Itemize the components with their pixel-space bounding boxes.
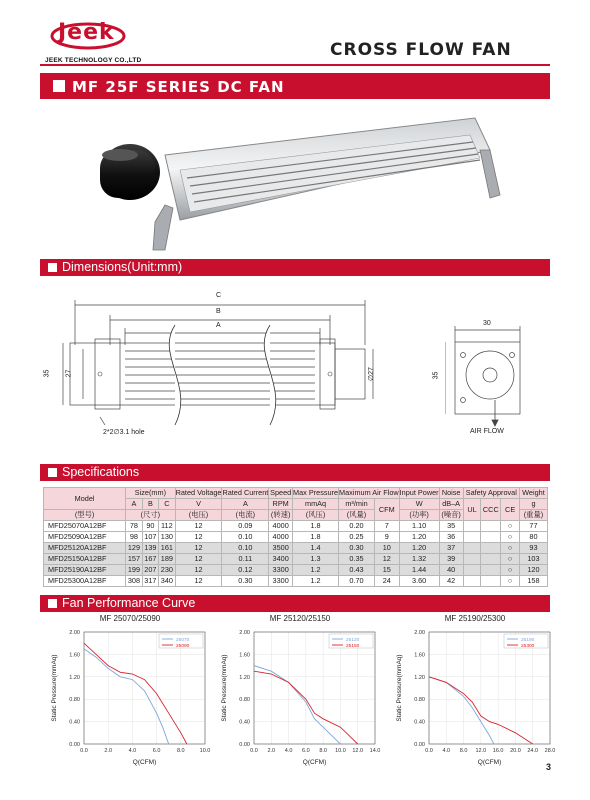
hole-note: 2*2∅3.1 hole xyxy=(103,429,145,436)
company-name: JEEK TECHNOLOGY CO.,LTD xyxy=(45,57,142,64)
y-axis-label: Static Pressure(mmAq) xyxy=(396,654,403,722)
table-cell: 1.3 xyxy=(293,554,339,565)
table-cell: 189 xyxy=(159,554,175,565)
current-cn: (电流) xyxy=(222,510,269,521)
col-voltage: Rated Voltage xyxy=(175,488,222,497)
table-cell: 12 xyxy=(175,521,222,532)
table-cell xyxy=(463,554,481,565)
y-tick-label: 0.40 xyxy=(69,719,80,726)
col-ul: UL xyxy=(463,499,481,521)
col-speed: Speed xyxy=(270,488,292,497)
table-cell xyxy=(481,521,501,532)
unit-voltage: V xyxy=(175,499,222,510)
table-cell: ○ xyxy=(501,521,520,532)
dim-label-27: 27 xyxy=(65,369,73,378)
x-tick-label: 8.0 xyxy=(176,748,185,754)
airflow-cn: (风量) xyxy=(339,510,375,521)
x-tick-label: 2.0 xyxy=(267,748,276,754)
chart-title: MF 25070/25090 xyxy=(99,614,161,623)
series-square-icon xyxy=(53,80,65,92)
table-cell: 36 xyxy=(439,532,463,543)
table-cell: 98 xyxy=(126,532,142,543)
table-cell: 12 xyxy=(175,576,222,587)
table-cell: 4000 xyxy=(269,521,293,532)
table-cell: 103 xyxy=(519,554,547,565)
table-cell: 35 xyxy=(439,521,463,532)
table-cell: 3300 xyxy=(269,565,293,576)
table-cell: 93 xyxy=(519,543,547,554)
table-cell xyxy=(463,532,481,543)
unit-power: W xyxy=(399,499,439,510)
chart-title: MF 25190/25300 xyxy=(444,614,506,623)
spec-table xyxy=(43,487,548,587)
y-tick-label: 1.60 xyxy=(239,652,250,659)
table-cell: 1.4 xyxy=(293,543,339,554)
table-cell: 199 xyxy=(126,565,142,576)
table-cell: 1.8 xyxy=(293,532,339,543)
x-tick-label: 0.0 xyxy=(250,748,258,754)
table-cell xyxy=(463,565,481,576)
series-line-25090 xyxy=(84,643,187,744)
table-cell: 1.32 xyxy=(399,554,439,565)
table-cell: ○ xyxy=(501,554,520,565)
col-size: Size(mm) xyxy=(126,488,175,499)
company-logo xyxy=(48,18,128,58)
x-tick-label: 0.0 xyxy=(80,748,88,754)
chart-legend xyxy=(504,634,548,649)
table-row xyxy=(44,532,548,543)
weight-cn: (重量) xyxy=(519,510,547,521)
table-row xyxy=(44,554,548,565)
x-tick-label: 4.0 xyxy=(128,748,137,754)
table-cell: 12 xyxy=(175,543,222,554)
x-tick-label: 12.0 xyxy=(352,748,364,754)
table-cell: 1.10 xyxy=(399,521,439,532)
x-tick-label: 8.0 xyxy=(319,748,327,754)
y-tick-label: 0.00 xyxy=(239,742,250,748)
x-tick-label: 4.0 xyxy=(284,748,293,754)
table-cell: 129 xyxy=(126,543,142,554)
table-cell: 7 xyxy=(374,521,399,532)
table-cell: 1.20 xyxy=(399,543,439,554)
table-cell: 120 xyxy=(519,565,547,576)
table-cell xyxy=(481,576,501,587)
chart-title: MF 25120/25150 xyxy=(269,614,331,623)
legend-label: 25120 xyxy=(346,638,360,643)
table-row xyxy=(44,576,548,587)
dimensions-section-title: Dimensions(Unit:mm) xyxy=(62,260,183,274)
table-cell: 42 xyxy=(439,576,463,587)
fan-product-photo xyxy=(95,110,515,255)
col-safety: Safety Approval xyxy=(463,488,519,499)
table-cell: 40 xyxy=(439,565,463,576)
series-title: MF 25F SERIES DC FAN xyxy=(72,78,285,96)
model-cell: MFD25150A12BF xyxy=(44,554,126,565)
page-number: 3 xyxy=(546,762,552,772)
legend-label: 25070 xyxy=(176,638,190,643)
y-tick-label: 0.40 xyxy=(414,719,425,726)
table-cell: 3500 xyxy=(269,543,293,554)
table-cell: 0.11 xyxy=(222,554,269,565)
table-row xyxy=(44,521,548,532)
dim-label-c: C xyxy=(216,292,222,299)
table-cell: 0.10 xyxy=(222,543,269,554)
noise-cn: (噪音) xyxy=(439,510,463,521)
x-axis-label: Q(CFM) xyxy=(132,759,157,766)
y-axis-label: Static Pressure(mmAq) xyxy=(221,654,228,722)
table-cell: 78 xyxy=(126,521,142,532)
model-cell: MFD25070A12BF xyxy=(44,521,126,532)
table-cell: 77 xyxy=(519,521,547,532)
y-tick-label: 2.00 xyxy=(414,630,425,636)
table-cell xyxy=(481,554,501,565)
table-cell: 0.09 xyxy=(222,521,269,532)
table-cell xyxy=(481,543,501,554)
series-line-25070 xyxy=(84,649,169,744)
size-cn: (尺寸) xyxy=(126,510,175,521)
table-cell: 317 xyxy=(142,576,158,587)
model-cell: MFD25300A12BF xyxy=(44,576,126,587)
table-cell: 1.2 xyxy=(293,565,339,576)
table-cell xyxy=(463,521,481,532)
speed-cn: (转速) xyxy=(269,510,293,521)
table-cell: 0.20 xyxy=(339,521,375,532)
legend-label: 25090 xyxy=(176,644,190,649)
col-weight: Weight xyxy=(519,488,547,499)
table-cell: ○ xyxy=(501,543,520,554)
x-tick-label: 4.0 xyxy=(442,748,451,754)
page-title: CROSS FLOW FAN xyxy=(330,40,512,60)
table-row xyxy=(44,565,548,576)
table-cell: 0.35 xyxy=(339,554,375,565)
unit-current: A xyxy=(222,499,269,510)
table-cell: 3300 xyxy=(269,576,293,587)
table-cell: 0.30 xyxy=(222,576,269,587)
table-cell: 0.30 xyxy=(339,543,375,554)
table-cell: 9 xyxy=(374,532,399,543)
legend-label: 25190 xyxy=(521,638,535,643)
voltage-cn: (电压) xyxy=(175,510,222,521)
x-tick-label: 20.0 xyxy=(510,748,521,754)
spec-table-body xyxy=(44,521,548,587)
table-cell: 10 xyxy=(374,543,399,554)
table-cell: 0.10 xyxy=(222,532,269,543)
specifications-section-title: Specifications xyxy=(62,465,140,479)
table-cell: 15 xyxy=(374,565,399,576)
x-axis-label: Q(CFM) xyxy=(477,759,502,766)
col-pressure: Max Pressure xyxy=(293,488,339,497)
table-cell: 24 xyxy=(374,576,399,587)
table-cell: 39 xyxy=(439,554,463,565)
dimensions-square-icon xyxy=(48,263,57,272)
dimension-drawing-side xyxy=(445,320,535,430)
table-cell: 12 xyxy=(374,554,399,565)
legend-label: 25150 xyxy=(346,644,360,649)
y-tick-label: 2.00 xyxy=(69,630,80,636)
unit-airflow-cfm: CFM xyxy=(374,499,399,521)
unit-airflow-m3: m³/min xyxy=(339,499,375,510)
table-cell: 139 xyxy=(142,543,158,554)
table-cell xyxy=(481,532,501,543)
x-tick-label: 12.0 xyxy=(475,748,487,754)
x-tick-label: 24.0 xyxy=(527,748,539,754)
dim-label-35-left: 35 xyxy=(43,369,51,378)
specifications-square-icon xyxy=(48,468,57,477)
series-line-25190 xyxy=(429,677,494,744)
x-tick-label: 10.0 xyxy=(335,748,346,754)
y-tick-label: 0.00 xyxy=(69,742,80,748)
y-tick-label: 0.80 xyxy=(69,697,80,704)
legend-label: 25300 xyxy=(521,644,535,649)
table-cell: 90 xyxy=(142,521,158,532)
y-tick-label: 1.60 xyxy=(69,652,80,659)
col-airflow: Maximum Air Flow xyxy=(339,488,399,497)
table-cell: 4000 xyxy=(269,532,293,543)
y-tick-label: 0.40 xyxy=(239,719,250,726)
y-tick-label: 2.00 xyxy=(239,630,250,636)
x-tick-label: 14.0 xyxy=(369,748,381,754)
unit-pressure: mmAq xyxy=(293,499,339,510)
table-cell: 157 xyxy=(126,554,142,565)
pressure-cn: (风压) xyxy=(293,510,339,521)
table-cell xyxy=(463,543,481,554)
y-tick-label: 1.60 xyxy=(414,652,425,659)
spec-header-row-1 xyxy=(44,488,548,499)
col-ce: CE xyxy=(501,499,520,521)
table-cell: 308 xyxy=(126,576,142,587)
x-tick-label: 28.0 xyxy=(544,748,556,754)
air-flow-label: AIR FLOW xyxy=(470,428,504,435)
table-cell: 80 xyxy=(519,532,547,543)
table-cell: ○ xyxy=(501,532,520,543)
table-cell: 161 xyxy=(159,543,175,554)
table-cell: 107 xyxy=(142,532,158,543)
y-tick-label: 0.00 xyxy=(414,742,425,748)
dim-label-30: 30 xyxy=(483,320,491,327)
curve-section-title: Fan Performance Curve xyxy=(62,596,196,610)
model-cell: MFD25190A12BF xyxy=(44,565,126,576)
col-noise: Noise xyxy=(439,488,463,499)
curve-square-icon xyxy=(48,599,57,608)
col-b: B xyxy=(142,499,158,510)
table-cell: 167 xyxy=(142,554,158,565)
table-cell: 0.43 xyxy=(339,565,375,576)
unit-noise: dB–A xyxy=(439,499,463,510)
dim-label-b: B xyxy=(216,308,221,315)
x-tick-label: 16.0 xyxy=(492,748,504,754)
col-current: Rated Current xyxy=(222,488,269,497)
table-cell: 12 xyxy=(175,554,222,565)
chart-legend xyxy=(329,634,373,649)
model-cell: MFD25120A12BF xyxy=(44,543,126,554)
col-c: C xyxy=(159,499,175,510)
chart-legend xyxy=(159,634,203,649)
x-axis-label: Q(CFM) xyxy=(302,759,327,766)
y-tick-label: 0.80 xyxy=(239,697,250,704)
table-cell: 207 xyxy=(142,565,158,576)
y-tick-label: 1.20 xyxy=(414,674,425,681)
table-cell: 3400 xyxy=(269,554,293,565)
table-cell: ○ xyxy=(501,576,520,587)
performance-chart xyxy=(210,626,390,786)
table-cell: 3.60 xyxy=(399,576,439,587)
unit-weight: g xyxy=(519,499,547,510)
y-axis-label: Static Pressure(mmAq) xyxy=(51,654,58,722)
col-power: Input Power xyxy=(399,488,439,497)
table-cell: 1.20 xyxy=(399,532,439,543)
table-cell: 158 xyxy=(519,576,547,587)
table-cell: 37 xyxy=(439,543,463,554)
table-cell xyxy=(481,565,501,576)
table-cell: 340 xyxy=(159,576,175,587)
table-cell: 1.8 xyxy=(293,521,339,532)
table-cell: ○ xyxy=(501,565,520,576)
series-line-25120 xyxy=(254,666,340,744)
table-cell: 112 xyxy=(159,521,175,532)
y-tick-label: 1.20 xyxy=(69,674,80,681)
table-cell: 1.44 xyxy=(399,565,439,576)
y-tick-label: 0.80 xyxy=(414,697,425,704)
x-tick-label: 10.0 xyxy=(199,748,211,754)
performance-chart xyxy=(40,626,220,786)
x-tick-label: 0.0 xyxy=(425,748,433,754)
power-cn: (功率) xyxy=(399,510,439,521)
table-cell: 130 xyxy=(159,532,175,543)
table-cell: 0.25 xyxy=(339,532,375,543)
unit-speed: RPM xyxy=(269,499,293,510)
col-model: Model xyxy=(44,488,126,510)
model-cell: MFD25090A12BF xyxy=(44,532,126,543)
x-tick-label: 2.0 xyxy=(104,748,113,754)
y-tick-label: 1.20 xyxy=(239,674,250,681)
table-cell: 12 xyxy=(175,565,222,576)
table-cell: 0.12 xyxy=(222,565,269,576)
dim-label-a: A xyxy=(216,322,221,329)
table-cell xyxy=(463,576,481,587)
x-tick-label: 6.0 xyxy=(302,748,310,754)
x-tick-label: 8.0 xyxy=(459,748,468,754)
x-tick-label: 6.0 xyxy=(152,748,161,754)
performance-chart xyxy=(385,626,565,786)
dim-label-phi27: ∅27 xyxy=(367,367,375,381)
table-cell: 1.2 xyxy=(293,576,339,587)
col-a: A xyxy=(126,499,142,510)
model-cn: (型号) xyxy=(44,510,126,521)
table-cell: 230 xyxy=(159,565,175,576)
logo-text: Jeek xyxy=(58,20,115,45)
table-cell: 0.70 xyxy=(339,576,375,587)
dim-label-35-right: 35 xyxy=(432,371,440,380)
table-row xyxy=(44,543,548,554)
table-cell: 12 xyxy=(175,532,222,543)
header-rule xyxy=(40,64,550,66)
col-ccc: CCC xyxy=(481,499,501,521)
